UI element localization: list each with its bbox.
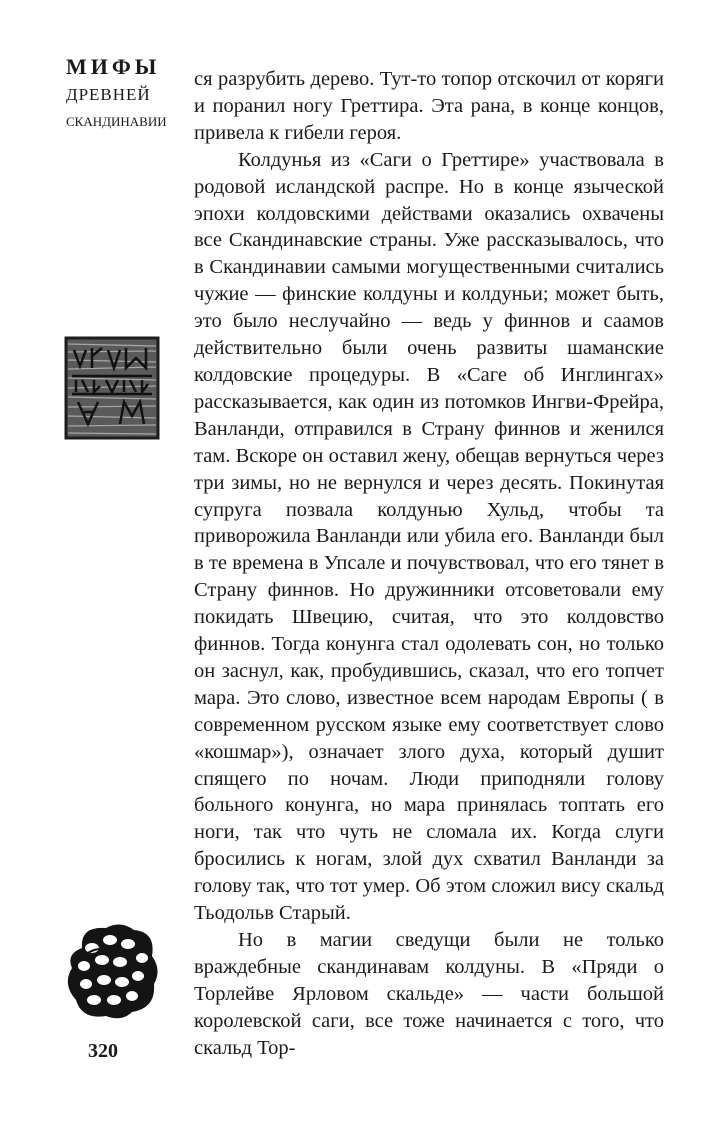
paragraph-3: Но в магии сведущи были не только враждебные скандинавам колдуны. В «Пряди о Торлейве Ярловом скальде» — части большой королевской саги, все тоже начинается с того, что скальд Тор- bbox=[194, 929, 664, 1059]
rune-stone-icon bbox=[64, 336, 160, 440]
running-head-line-1: МИФЫ bbox=[66, 54, 161, 79]
paragraph-2: Колдунья из «Саги о Греттире» участвовала в родовой исландской распре. Но в конце языческой эпохи колдовскими действами оказались охвачены все Скандинавские страны. Уже рассказывалось, что в Скандинавии самыми могущественными считались чужие — финские колдуны и колдуньи; может быть, это было неслучайно — ведь у финнов и саамов действительно были очень развиты шаманские колдовские процедуры. В «Саге об Инглингах» рассказывается, как один из потомков Ингви-Фрейра, Ванланди, отправился в Страну финнов и женился там. Вскоре он оставил жену, обещав вернуться через три зимы, но не вернулся и через десять. Покинутая супруга позвала колдунью Хульд, чтобы та приворожила Ванланди или убила его. Ванланди был в те времена в Упсале и почувствовал, что его тянет в Страну финнов. Но дружинники отсоветовали ему покидать Швецию, считая, что это колдовство финнов. Тогда конунга стал одолевать сон, но только он заснул, как, пробудившись, сказал, что его топчет мара. Это слово, известное всем народам Европы ( в современном русском языке ему соответствует слово «кошмар»), означает злого духа, который душит спящего по ночам. Люди приподняли голову больного конунга, но мара принялась топтать его ноги, так что чуть не сломала их. Когда слуги бросились к ногам, злой дух схватил Ванланди за голову так, что тот умер. Об этом сложил вису скальд Тьодольв Старый. bbox=[194, 148, 664, 925]
body-text bbox=[194, 66, 664, 1062]
page-number: 320 bbox=[88, 1040, 118, 1062]
paragraph-1: ся разрубить дерево. Тут-то топор отскочил от коряги и поранил ногу Греттира. Эта рана, в конце концов, привела к гибели героя. bbox=[194, 68, 664, 144]
running-head-line-2: ДРЕВНЕЙ bbox=[66, 85, 151, 104]
running-head-line-3: СКАНДИНАВИИ bbox=[66, 114, 167, 129]
ornament-icon bbox=[62, 918, 162, 1024]
running-head bbox=[66, 52, 176, 132]
